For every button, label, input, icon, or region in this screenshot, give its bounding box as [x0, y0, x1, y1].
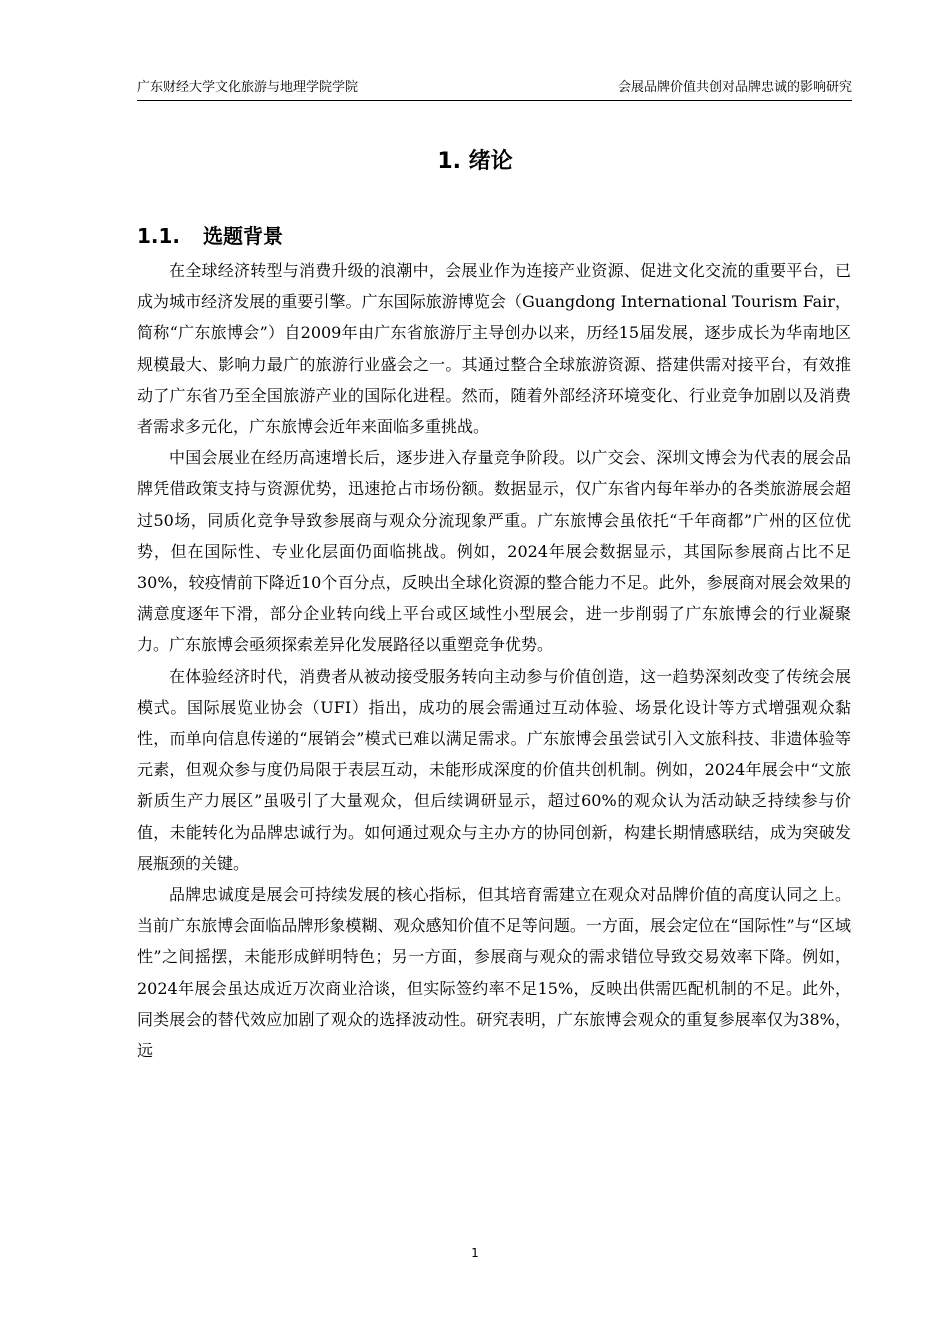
paragraph: 品牌忠诚度是展会可持续发展的核心指标，但其培育需建立在观众对品牌价值的高度认同之上。当前广东旅博会面临品牌形象模糊、观众感知价值不足等问题。一方面，展会定位在“国际性”与“区域性”之间摇摆，未能形成鲜明特色；另一方面，参展商与观众的需求错位导致交易效率下降。例如，2024年展会虽达成近万次商业洽谈，但实际签约率不足15%，反映出供需匹配机制的不足。此外，同类展会的替代效应加剧了观众的选择波动性。研究表明，广东旅博会观众的重复参展率仅为38%，远 [137, 885, 851, 1061]
section-title: 选题背景 [203, 224, 283, 248]
paragraph: 中国会展业在经历高速增长后，逐步进入存量竞争阶段。以广交会、深圳文博会为代表的展会品牌凭借政策支持与资源优势，迅速抢占市场份额。数据显示，仅广东省内每年举办的各类旅游展会超过50场，同质化竞争导致参展商与观众分流现象严重。广东旅博会虽依托“千年商都”广州的区位优势，但在国际性、专业化层面仍面临挑战。例如，2024年展会数据显示，其国际参展商占比不足30%，较疫情前下降近10个百分点，反映出全球化资源的整合能力不足。此外，参展商对展会效果的满意度逐年下滑，部分企业转向线上平台或区域性小型展会，进一步削弱了广东旅博会的行业凝聚力。广东旅博会亟须探索差异化发展路径以重塑竞争优势。 [137, 448, 851, 655]
paragraph: 在全球经济转型与消费升级的浪潮中，会展业作为连接产业资源、促进文化交流的重要平台，已成为城市经济发展的重要引擎。广东国际旅游博览会（Guangdong International Tourism Fair，简称“广东旅博会”）自2009年由广东省旅游厅主导创办以来，历经15届发展，逐步成长为华南地区规模最大、影响力最广的旅游行业盛会之一。其通过整合全球旅游资源、搭建供需对接平台，有效推动了广东省乃至全国旅游产业的国际化进程。然而，随着外部经济环境变化、行业竞争加剧以及消费者需求多元化，广东旅博会近年来面临多重挑战。 [137, 261, 851, 437]
page-header [137, 78, 852, 101]
paragraph: 在体验经济时代，消费者从被动接受服务转向主动参与价值创造，这一趋势深刻改变了传统会展模式。国际展览业协会（UFI）指出，成功的展会需通过互动体验、场景化设计等方式增强观众黏性，而单向信息传递的“展销会”模式已难以满足需求。广东旅博会虽尝试引入文旅科技、非遗体验等元素，但观众参与度仍局限于表层互动，未能形成深度的价值共创机制。例如，2024年展会中“文旅新质生产力展区”虽吸引了大量观众，但后续调研显示，超过60%的观众认为活动缺乏持续参与价值，未能转化为品牌忠诚行为。如何通过观众与主办方的协同创新，构建长期情感联结，成为突破发展瓶颈的关键。 [137, 666, 851, 873]
header-institution: 广东财经大学文化旅游与地理学院学院 [137, 80, 359, 95]
chapter-title: 1. 绪论 [437, 149, 513, 174]
page-number: 1 [471, 1246, 479, 1260]
body-text [137, 255, 851, 1066]
section-number: 1.1. [137, 224, 181, 248]
section-heading [137, 221, 283, 251]
header-thesis-title: 会展品牌价值共创对品牌忠诚的影响研究 [617, 80, 852, 95]
